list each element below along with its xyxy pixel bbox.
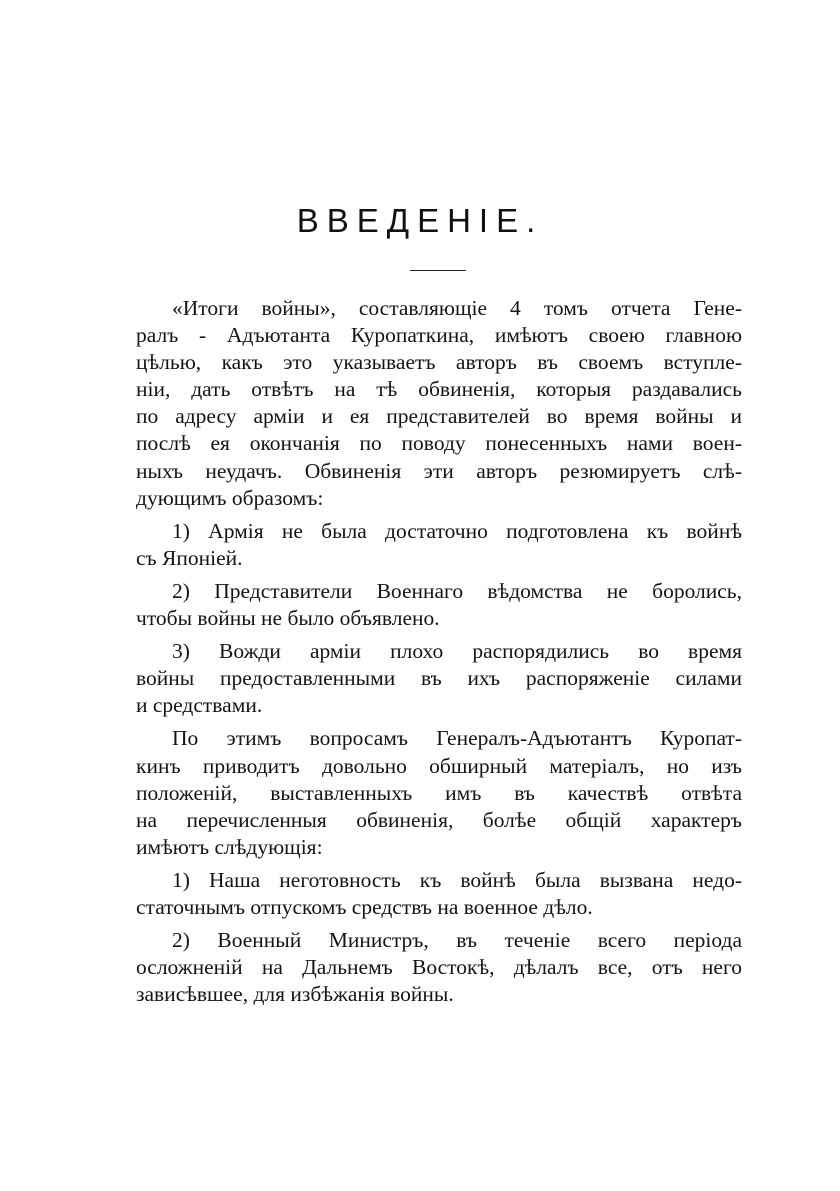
text-line: 2) Военный Министръ, въ теченіе всего періода [172,928,742,953]
paragraph-response-1 [136,867,742,921]
text-line: 1) Наша неготовность къ войнѣ была вызвана недо- [172,867,742,892]
text-line: послѣ ея окончанія по поводу понесенныхъ нами воен- [136,431,742,456]
text-line: ралъ - Адъютанта Куропаткина, имѣютъ своею главною [136,323,742,348]
paragraph-accusation-1 [136,518,742,572]
text-line: имѣютъ слѣдующія: [136,834,323,859]
text-line: цѣлью, какъ это указываетъ авторъ въ своемъ вступле- [136,350,742,375]
paragraph-intro [136,295,742,512]
text-line: на перечисленныя обвиненія, болѣе общій характеръ [136,807,742,832]
text-line: чтобы войны не было объявлено. [136,606,440,631]
text-line: «Итоги войны», составляющіе 4 томъ отчета Гене- [172,296,742,320]
text-line: положеній, выставленныхъ имъ въ качествѣ отвѣта [136,780,742,805]
paragraph-response-2 [136,927,742,1008]
text-line: 2) Представители Военнаго вѣдомства не боролись, [172,578,742,603]
paragraph-accusation-2 [136,578,742,632]
text-line: осложненій на Дальнемъ Востокѣ, дѣлалъ все, отъ него [136,955,742,980]
text-line: По этимъ вопросамъ Генералъ-Адъютантъ Куропат- [172,726,742,751]
body-text [136,295,742,1014]
paragraph-response-intro [136,725,742,860]
text-line: 3) Вожди арміи плохо распорядились во время [172,639,742,664]
text-line: статочнымъ отпускомъ средствъ на военное дѣло. [136,894,593,919]
paragraph-accusation-3 [136,638,742,719]
text-line: и средствами. [136,693,263,718]
text-line: 1) Армія не была достаточно подготовлена къ войнѣ [172,518,742,543]
text-line: зависѣвшее, для избѣжанія войны. [136,982,454,1007]
text-line: войны предоставленными въ ихъ распоряженіе силами [136,666,742,691]
text-line: по адресу арміи и ея представителей во время войны и [136,404,742,429]
chapter-heading: ВВЕДЕНІЕ. [296,202,544,239]
text-line: съ Японіей. [136,545,243,570]
text-line: ныхъ неудачъ. Обвиненія эти авторъ резюмируетъ слѣ- [136,458,742,483]
text-line: кинъ приводитъ довольно обширный матеріалъ, но изъ [136,753,742,778]
text-line: ніи, дать отвѣтъ на тѣ обвиненія, которыя раздавались [136,377,742,402]
heading-separator-rule [410,270,466,271]
text-line: дующимъ образомъ: [136,485,324,510]
